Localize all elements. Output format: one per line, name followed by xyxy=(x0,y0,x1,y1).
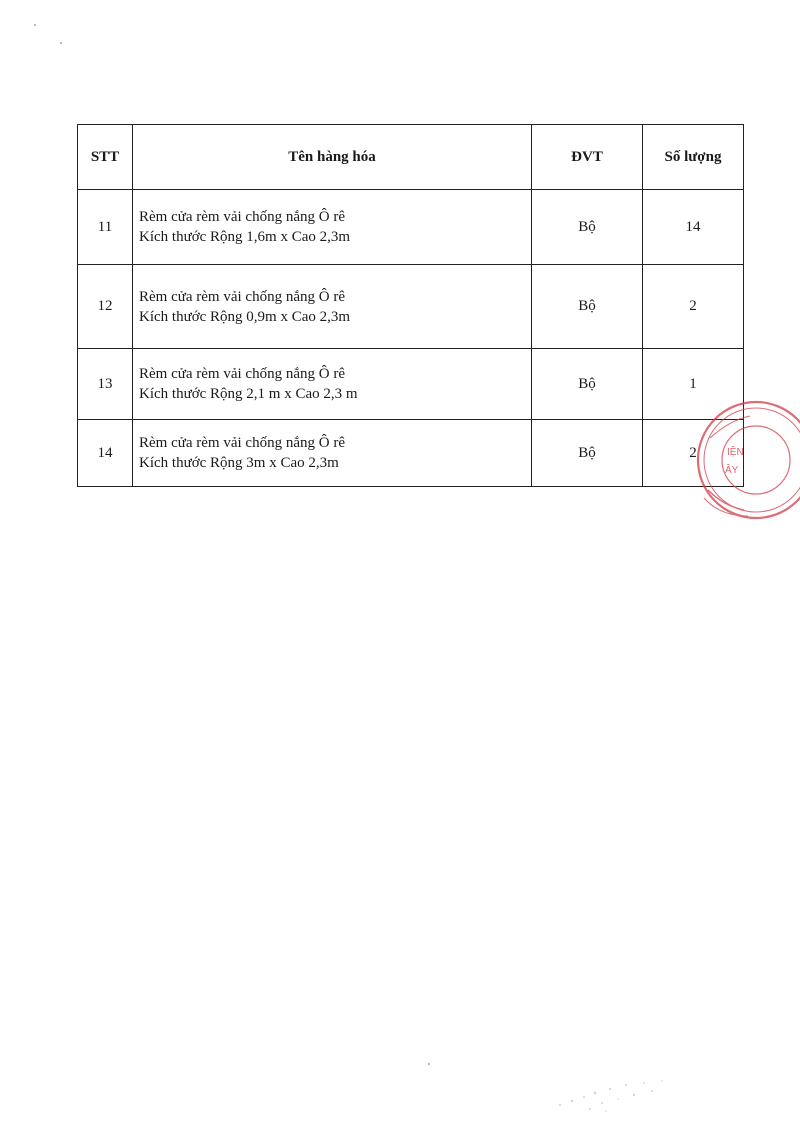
header-name: Tên hàng hóa xyxy=(133,125,532,190)
name-line-2: Kích thước Rộng 2,1 m x Cao 2,3 m xyxy=(139,386,358,402)
cell-unit: Bộ xyxy=(532,420,643,487)
cell-name xyxy=(133,265,532,349)
header-qty: Số lượng xyxy=(643,125,744,190)
cell-qty: 1 xyxy=(643,349,744,420)
table-header-row xyxy=(78,125,744,190)
cell-name xyxy=(133,190,532,265)
cell-unit: Bộ xyxy=(532,265,643,349)
name-line-1: Rèm cửa rèm vải chống nắng Ô rê xyxy=(139,366,345,382)
cell-unit: Bộ xyxy=(532,190,643,265)
cell-stt: 14 xyxy=(78,420,133,487)
cell-stt: 11 xyxy=(78,190,133,265)
cell-qty: 2 xyxy=(643,420,744,487)
goods-table xyxy=(77,124,744,487)
name-line-2: Kích thước Rộng 3m x Cao 2,3m xyxy=(139,455,339,471)
header-unit: ĐVT xyxy=(532,125,643,190)
cell-name xyxy=(133,420,532,487)
scan-noise xyxy=(540,1075,680,1115)
scan-speck xyxy=(60,42,62,44)
cell-qty: 2 xyxy=(643,265,744,349)
cell-qty: 14 xyxy=(643,190,744,265)
scan-speck xyxy=(34,24,36,26)
stamp-text-line-1: IỆN xyxy=(727,447,744,458)
name-line-1: Rèm cửa rèm vải chống nắng Ô rê xyxy=(139,209,345,225)
scan-speck xyxy=(428,1063,430,1065)
name-line-1: Rèm cửa rèm vải chống nắng Ô rê xyxy=(139,435,345,451)
table-row xyxy=(78,265,744,349)
cell-name xyxy=(133,349,532,420)
name-line-2: Kích thước Rộng 1,6m x Cao 2,3m xyxy=(139,229,351,245)
table-row xyxy=(78,420,744,487)
table-row xyxy=(78,349,744,420)
name-line-2: Kích thước Rộng 0,9m x Cao 2,3m xyxy=(139,308,351,325)
stamp-text-line-2: ÂY xyxy=(725,465,739,476)
cell-stt: 12 xyxy=(78,265,133,349)
cell-unit: Bộ xyxy=(532,349,643,420)
header-stt: STT xyxy=(78,125,133,190)
cell-stt: 13 xyxy=(78,349,133,420)
name-line-1: Rèm cửa rèm vải chống nắng Ô rê xyxy=(139,288,345,305)
table-row xyxy=(78,190,744,265)
